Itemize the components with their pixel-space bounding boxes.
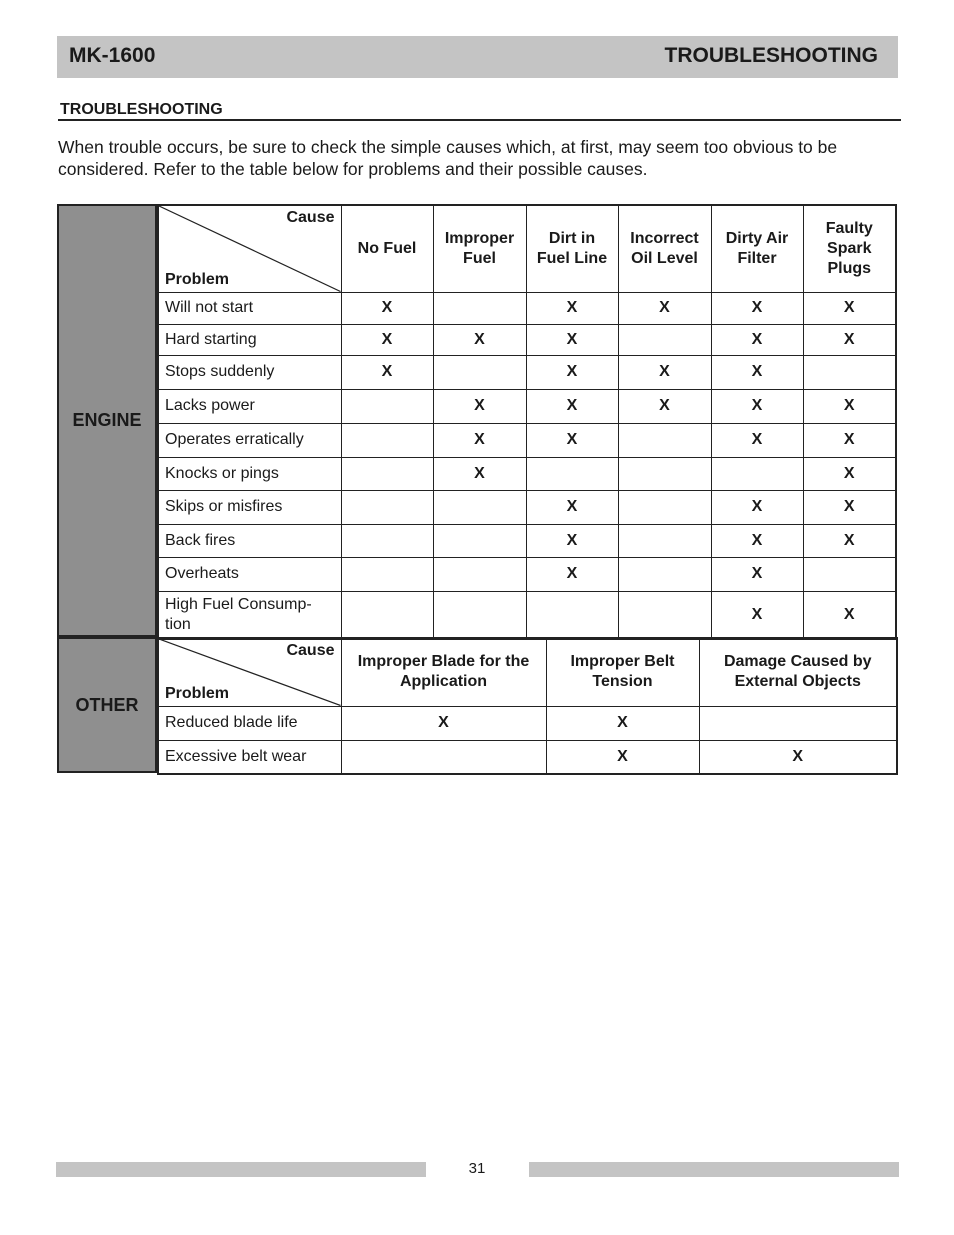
other-label: OTHER [75,694,139,715]
cause-mark-cell [803,557,896,591]
cause-header: Dirt in Fuel Line [526,205,618,292]
cause-mark-cell [433,557,526,591]
cause-mark-cell [433,591,526,639]
table-row [158,324,896,355]
cause-header: Incorrect Oil Level [618,205,711,292]
cause-problem-header [158,205,341,292]
table-row [158,740,897,774]
cause-mark-cell: X [433,457,526,490]
cause-mark-cell: X [711,524,803,557]
cause-mark-cell [341,557,433,591]
table-row [158,524,896,557]
problem-cell: High Fuel Consump-tion [158,591,341,639]
cause-problem-header [158,638,341,706]
other-table-body [158,706,897,774]
problem-label: Problem [165,270,230,288]
engine-category-label [57,204,157,637]
problem-cell: Will not start [158,292,341,324]
problem-cell: Hard starting [158,324,341,355]
cause-header: Dirty Air Filter [711,205,803,292]
engine-label: ENGINE [72,410,142,430]
engine-troubleshooting-table [157,204,897,640]
cause-mark-cell: X [546,706,699,740]
table-row [158,457,896,490]
cause-mark-cell: X [433,389,526,423]
cause-mark-cell: X [526,490,618,524]
engine-table-body [158,292,896,639]
cause-mark-cell [433,355,526,389]
cause-mark-cell: X [711,423,803,457]
other-header-row [158,638,897,706]
cause-mark-cell: X [526,389,618,423]
cause-mark-cell: X [711,557,803,591]
section-divider [58,119,901,121]
cause-mark-cell: X [433,324,526,355]
cause-mark-cell [433,490,526,524]
cause-mark-cell [711,457,803,490]
cause-mark-cell: X [711,355,803,389]
table-row [158,389,896,423]
problem-cell: Excessive belt wear [158,740,341,774]
cause-mark-cell [803,355,896,389]
cause-mark-cell: X [711,292,803,324]
section-name: TROUBLESHOOTING [664,44,878,67]
cause-mark-cell: X [803,591,896,639]
cause-mark-cell [618,490,711,524]
cause-mark-cell: X [699,740,897,774]
problem-cell: Reduced blade life [158,706,341,740]
table-row [158,706,897,740]
table-row [158,292,896,324]
page-number: 31 [468,1160,486,1177]
table-row [158,591,896,639]
cause-mark-cell [341,490,433,524]
cause-mark-cell [618,557,711,591]
cause-mark-cell [618,457,711,490]
cause-mark-cell [341,457,433,490]
cause-mark-cell [433,524,526,557]
cause-header: Damage Caused by External Objects [699,638,897,706]
cause-mark-cell: X [341,292,433,324]
intro-paragraph: When trouble occurs, be sure to check the simple causes which, at first, may seem too obvious to be considered. Refer to the table below for problems and their possible causes. [58,137,838,179]
cause-label: Cause [286,209,335,226]
cause-header: Improper Fuel [433,205,526,292]
table-row [158,557,896,591]
section-title: TROUBLESHOOTING [60,101,223,118]
cause-mark-cell [341,591,433,639]
other-troubleshooting-table [157,637,898,775]
cause-mark-cell: X [618,389,711,423]
problem-cell: Back fires [158,524,341,557]
cause-mark-cell: X [803,457,896,490]
cause-mark-cell: X [341,355,433,389]
table-row [158,423,896,457]
cause-mark-cell: X [711,324,803,355]
cause-mark-cell: X [433,423,526,457]
problem-cell: Lacks power [158,389,341,423]
cause-mark-cell: X [803,423,896,457]
cause-mark-cell: X [526,557,618,591]
cause-mark-cell: X [618,292,711,324]
cause-mark-cell: X [341,706,546,740]
cause-header: Improper Blade for the Application [341,638,546,706]
cause-mark-cell: X [803,389,896,423]
problem-label: Problem [165,684,230,702]
problem-cell: Stops suddenly [158,355,341,389]
cause-mark-cell: X [526,423,618,457]
cause-mark-cell: X [341,324,433,355]
cause-label: Cause [286,642,335,659]
cause-mark-cell: X [711,490,803,524]
cause-mark-cell: X [803,324,896,355]
cause-mark-cell [618,524,711,557]
cause-mark-cell [699,706,897,740]
problem-cell: Knocks or pings [158,457,341,490]
cause-mark-cell [341,389,433,423]
cause-mark-cell: X [803,490,896,524]
model-name: MK-1600 [69,44,156,67]
cause-mark-cell [618,423,711,457]
cause-mark-cell [433,292,526,324]
cause-mark-cell: X [711,389,803,423]
cause-mark-cell [618,591,711,639]
engine-header-row [158,205,896,292]
table-row [158,355,896,389]
cause-mark-cell [526,591,618,639]
problem-cell: Skips or misfires [158,490,341,524]
cause-mark-cell: X [711,591,803,639]
cause-header: Improper Belt Tension [546,638,699,706]
cause-mark-cell [618,324,711,355]
cause-mark-cell [341,740,546,774]
cause-mark-cell [341,423,433,457]
table-row [158,490,896,524]
other-category-label [57,637,157,773]
cause-mark-cell: X [803,524,896,557]
cause-mark-cell: X [803,292,896,324]
cause-mark-cell: X [618,355,711,389]
cause-mark-cell [526,457,618,490]
cause-header: No Fuel [341,205,433,292]
cause-mark-cell: X [526,292,618,324]
header-bar [57,36,898,78]
cause-mark-cell: X [546,740,699,774]
problem-cell: Operates erratically [158,423,341,457]
cause-header: Faulty Spark Plugs [803,205,896,292]
cause-mark-cell [341,524,433,557]
cause-mark-cell: X [526,355,618,389]
cause-mark-cell: X [526,324,618,355]
cause-mark-cell: X [526,524,618,557]
problem-cell: Overheats [158,557,341,591]
